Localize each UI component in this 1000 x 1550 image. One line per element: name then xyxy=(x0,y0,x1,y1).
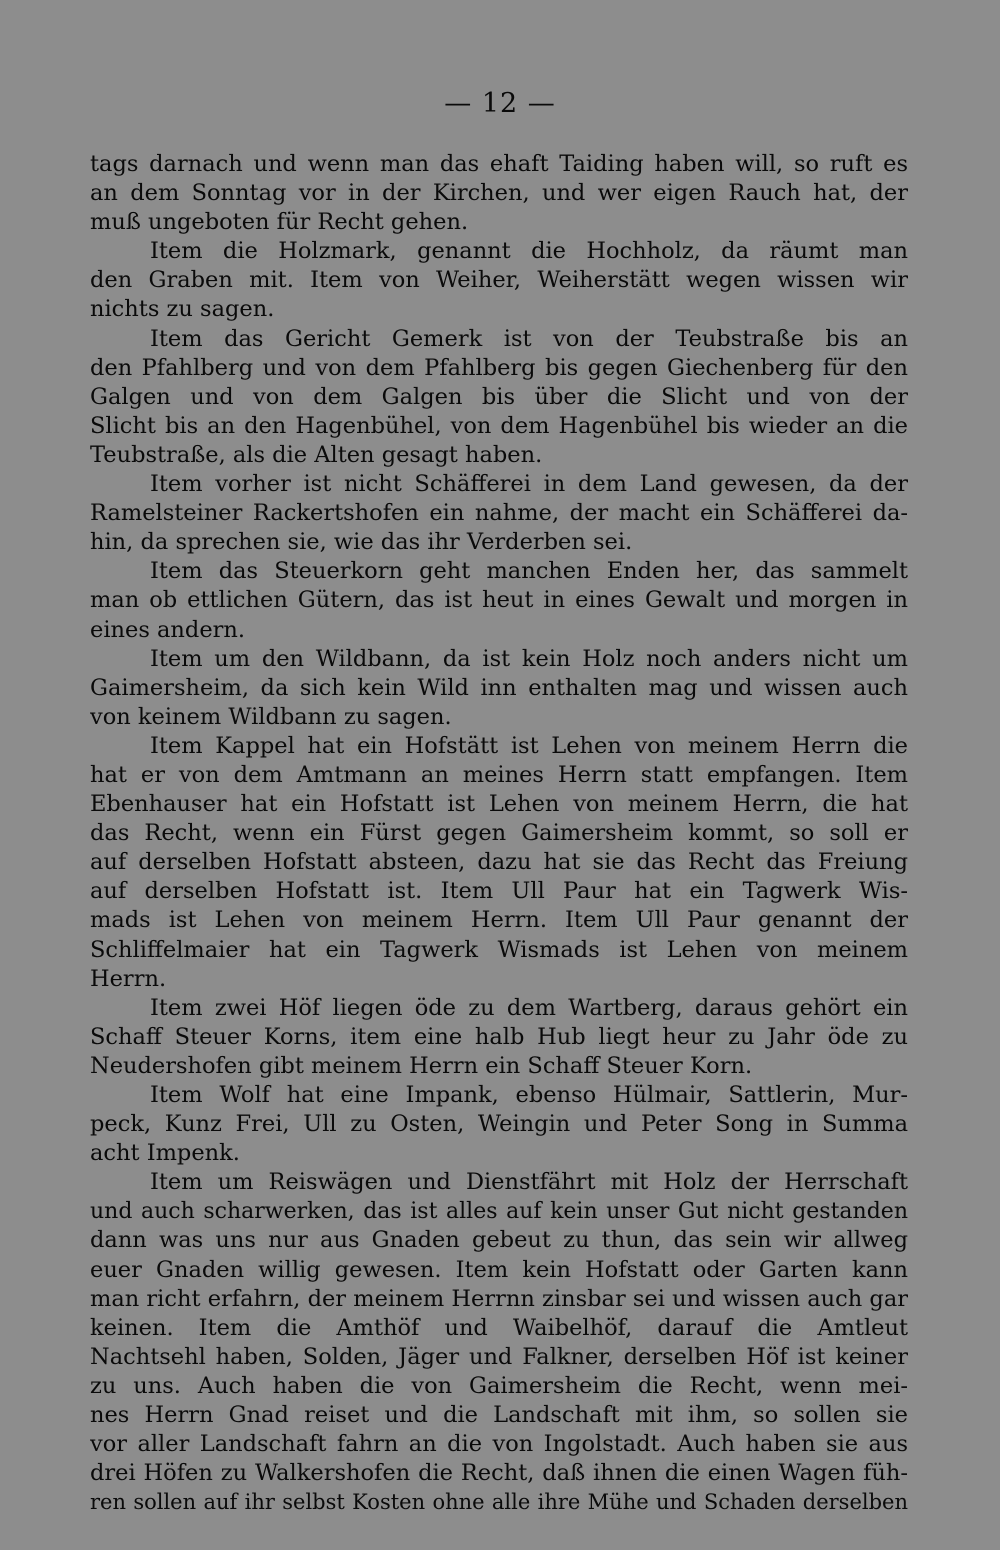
text-line: vor aller Landschaft fahrn an die von Ingolstadt. Auch haben sie aus xyxy=(90,1431,908,1458)
text-line: zu uns. Auch haben die von Gaimersheim die Recht, wenn mei- xyxy=(90,1372,908,1399)
text-line: eines andern. xyxy=(90,616,246,643)
text-line: Schaff Steuer Korns, item eine halb Hub liegt heur zu Jahr öde zu xyxy=(90,1023,908,1050)
text-line: auf derselben Hofstatt ist. Item Ull Paur hat ein Tagwerk Wis- xyxy=(90,878,908,905)
text-line: muß ungeboten für Recht gehen. xyxy=(90,209,469,236)
text-line: Item zwei Höf liegen öde zu dem Wartberg, daraus gehört ein xyxy=(150,994,908,1021)
body-text xyxy=(90,150,908,1517)
text-line: an dem Sonntag vor in der Kirchen, und wer eigen Rauch hat, der xyxy=(90,180,908,207)
text-line: mads ist Lehen von meinem Herrn. Item Ull Paur genannt der xyxy=(90,907,908,934)
text-line: Item das Gericht Gemerk ist von der Teubstraße bis an xyxy=(150,325,908,352)
text-line: euer Gnaden willig gewesen. Item kein Hofstatt oder Garten kann xyxy=(90,1256,908,1283)
text-line: Herrn. xyxy=(90,965,167,992)
text-line: das Recht, wenn ein Fürst gegen Gaimersheim kommt, so soll er xyxy=(90,820,908,847)
text-line: Item Wolf hat eine Impank, ebenso Hülmair, Sattlerin, Mur- xyxy=(150,1082,908,1108)
text-line: Gaimersheim, da sich kein Wild inn enthalten mag und wissen auch xyxy=(90,674,908,701)
text-line: Neudershofen gibt meinem Herrn ein Schaff Steuer Korn. xyxy=(90,1052,753,1079)
text-line: den Pfahlberg und von dem Pfahlberg bis gegen Giechenberg für den xyxy=(90,354,908,381)
text-line: Item die Holzmark, genannt die Hochholz, da räumt man xyxy=(150,238,908,265)
text-line: Item um den Wildbann, da ist kein Holz noch anders nicht um xyxy=(150,645,908,672)
text-line: peck, Kunz Frei, Ull zu Osten, Weingin und Peter Song in Summa xyxy=(90,1111,908,1138)
text-line: und auch scharwerken, das ist alles auf kein unser Gut nicht gestanden xyxy=(90,1199,908,1225)
text-line: keinen. Item die Amthöf und Waibelhöf, darauf die Amtleut xyxy=(90,1314,908,1341)
text-line: Teubstraße, als die Alten gesagt haben. xyxy=(90,441,543,468)
text-line: dann was uns nur aus Gnaden gebeut zu thun, das sein wir allweg xyxy=(90,1227,908,1254)
text-line: den Graben mit. Item von Weiher, Weiherstätt wegen wissen wir xyxy=(90,267,908,294)
text-line: Slicht bis an den Hagenbühel, von dem Hagenbühel bis wieder an die xyxy=(90,412,908,439)
text-line: acht Impenk. xyxy=(90,1140,240,1167)
text-line: man ob ettlichen Gütern, das ist heut in eines Gewalt und morgen in xyxy=(90,587,908,614)
text-line: Ebenhauser hat ein Hofstatt ist Lehen von meinem Herrn, die hat xyxy=(90,791,908,818)
text-line: Item vorher ist nicht Schäfferei in dem Land gewesen, da der xyxy=(150,471,908,498)
text-line: von keinem Wildbann zu sagen. xyxy=(90,703,452,730)
text-line: ren sollen auf ihr selbst Kosten ohne alle ihre Mühe und Schaden derselben xyxy=(90,1490,908,1515)
page-number: — 12 — xyxy=(444,88,556,119)
text-line: nichts zu sagen. xyxy=(90,296,275,323)
text-line: Galgen und von dem Galgen bis über die Slicht und von der xyxy=(90,383,908,410)
text-line: Nachtsehl haben, Solden, Jäger und Falkner, derselben Höf ist keiner xyxy=(90,1343,908,1370)
text-line: Item das Steuerkorn geht manchen Enden her, das sammelt xyxy=(150,558,908,585)
text-line: man richt erfahrn, der meinem Herrnn zinsbar sei und wissen auch gar xyxy=(90,1285,908,1312)
text-line: auf derselben Hofstatt absteen, dazu hat sie das Recht das Freiung xyxy=(90,849,908,876)
text-line: Item um Reiswägen und Dienstfährt mit Holz der Herrschaft xyxy=(150,1169,908,1196)
text-line: nes Herrn Gnad reiset und die Landschaft mit ihm, so sollen sie xyxy=(90,1402,908,1429)
text-line: hat er von dem Amtmann an meines Herrn statt empfangen. Item xyxy=(90,761,908,788)
text-line: Schliffelmaier hat ein Tagwerk Wismads ist Lehen von meinem xyxy=(90,936,908,963)
text-line: hin, da sprechen sie, wie das ihr Verderben sei. xyxy=(90,529,633,556)
text-line: Ramelsteiner Rackertshofen ein nahme, der macht ein Schäfferei da- xyxy=(90,500,908,527)
text-line: tags darnach und wenn man das ehaft Taiding haben will, so ruft es xyxy=(90,151,908,177)
text-line: drei Höfen zu Walkershofen die Recht, daß ihnen die einen Wagen füh- xyxy=(90,1460,908,1487)
text-line: Item Kappel hat ein Hofstätt ist Lehen von meinem Herrn die xyxy=(150,732,908,759)
